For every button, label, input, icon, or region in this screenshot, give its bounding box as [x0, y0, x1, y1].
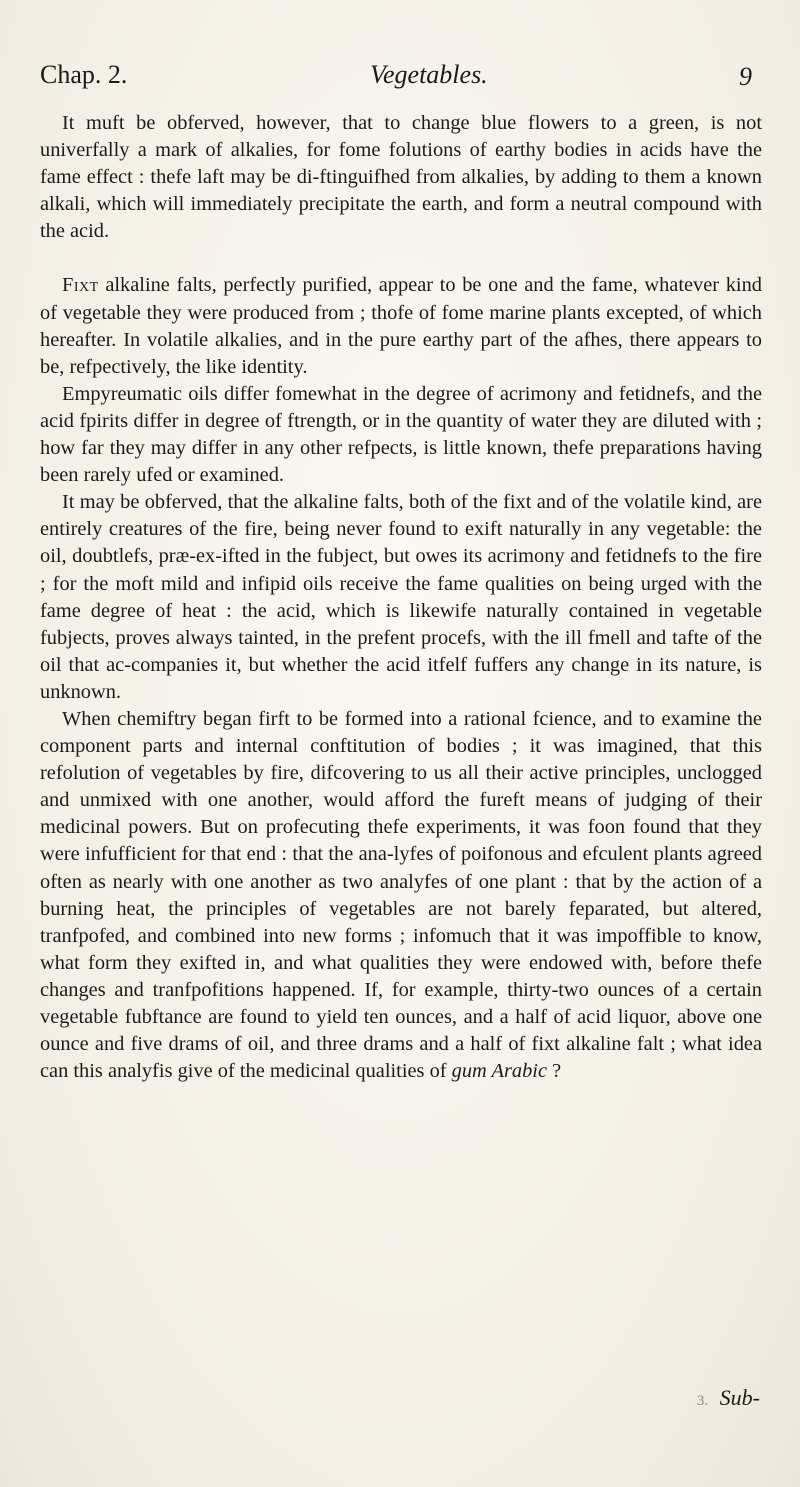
running-title: Vegetables. — [370, 60, 488, 89]
signature-mark: 3. — [696, 1393, 709, 1409]
paragraph-2-text: alkaline falts, perfectly purified, appear to be one and the fame, whatever kind of vegetable they were produced from ; thofe of fome marine plants excepted, of which hereafter. In volatile alkalies, and in the pure earthy part of the afhes, there appears to be, refpectively, the like identity. — [40, 274, 762, 378]
body-text — [40, 110, 762, 1085]
paragraph-5 — [40, 706, 762, 1085]
paragraph-5-italic: gum Arabic — [451, 1060, 547, 1083]
chapter-label: Chap. 2. — [40, 60, 128, 89]
page-number: 9 — [739, 62, 752, 91]
page-footer — [697, 1385, 760, 1411]
paragraph-5-end: ? — [547, 1060, 562, 1083]
catchword: Sub- — [719, 1385, 760, 1410]
paragraph-1: It muft be obferved, however, that to change blue flowers to a green, is not univerfally a mark of alkalies, for fome folutions of earthy bodies in acids have the fame effect : thefe laft may be di-ftinguifhed from alkalies, by adding to them a known alkali, which will immediately precipitate the earth, and form a neutral compound with the acid. — [40, 112, 762, 243]
paragraph-3: Empyreumatic oils differ fomewhat in the degree of acrimony and fetidnefs, and the acid fpirits differ in degree of ftrength, or in the quantity of water they are diluted with ; how far they may differ in any other refpects, is little known, thefe preparations having been rarely ufed or examined. — [40, 382, 762, 487]
page-header — [40, 60, 760, 100]
paragraph-2-lead: Fixt — [62, 274, 99, 297]
paragraph-5-text: When chemiftry began firft to be formed into a rational fcience, and to examine the component parts and internal conftitution of bodies ; it was imagined, that this refolution of vegetables by fire, difcovering to us all their active principles, unclogged and unmixed with one another, would afford the fureft means of judging of their medicinal powers. But on profecuting thefe experiments, it was foon found that they were infufficient for that end : that the ana-lyfes of poifonous and efculent plants agreed often as nearly with one another as two analyfes of one plant : that by the action of a burning heat, the principles of vegetables are not barely feparated, but altered, tranfpofed, and combined into new forms ; infomuch that it was impoffible to know, what form they exifted in, and what qualities they were endowed with, before thefe changes and tranfpofitions happened. If, for example, thirty-two ounces of a certain vegetable fubftance are found to yield ten ounces, and a half of acid liquor, above one ounce and five drams of oil, and three drams and a half of fixt alkaline falt ; what idea can this analyfis give of the medicinal qualities of — [40, 707, 762, 1083]
paragraph-2 — [40, 272, 762, 380]
paragraph-4: It may be obferved, that the alkaline falts, both of the fixt and of the volatile kind, are entirely creatures of the fire, being never found to exift naturally in any vegetable: the oil, doubtlefs, præ-ex-ifted in the fubject, but owes its acrimony and fetidnefs to the fire ; for the moft mild and infipid oils receive the fame qualities on being urged with the fame degree of heat : the acid, which is likewife naturally contained in vegetable fubjects, proves always tainted, in the prefent procefs, with the ill fmell and tafte of the oil that ac-companies it, but whether the acid itfelf fuffers any change in its nature, is unknown. — [40, 491, 762, 703]
